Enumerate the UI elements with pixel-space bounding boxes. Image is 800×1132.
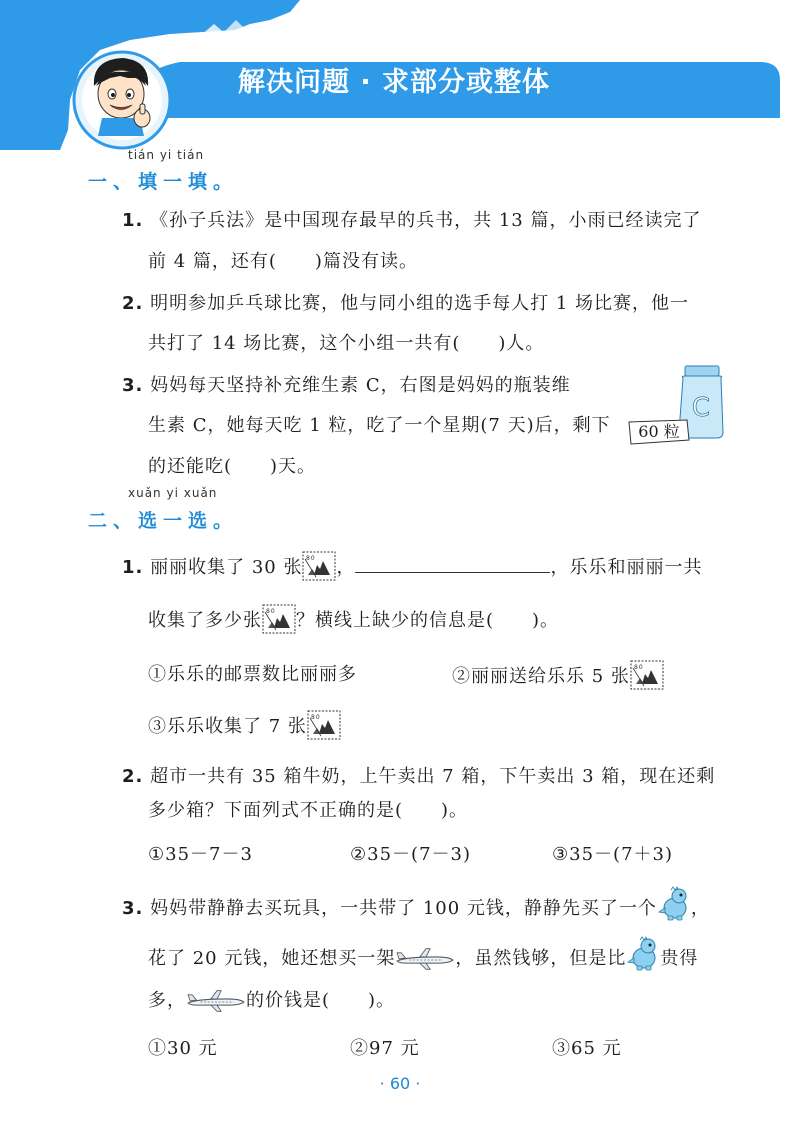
question-1-2-line1 xyxy=(122,289,689,315)
vitamin-bottle-icon xyxy=(625,362,735,446)
question-1-1-line1 xyxy=(122,206,701,232)
question-text: ？横线上缺少的信息是( )。 xyxy=(296,610,560,631)
option-2-1-1[interactable]: ①乐乐的邮票数比丽丽多 xyxy=(148,664,357,685)
header-banner xyxy=(0,0,800,150)
option-2-3-1[interactable]: ①30 元 xyxy=(148,1038,218,1059)
bottle-label: 60 粒 xyxy=(638,422,680,441)
svg-text:80: 80 xyxy=(633,664,644,671)
question-1-3-line3: 的还能吃( )天。 xyxy=(148,456,317,477)
question-number: 3. xyxy=(122,898,144,919)
page-title: 解决问题 · 求部分或整体 xyxy=(238,67,551,98)
section1-pinyin: tián yi tián xyxy=(128,148,205,162)
section2-pinyin: xuǎn yi xuǎn xyxy=(128,486,218,500)
question-number: 3. xyxy=(122,375,144,396)
question-text: ，虽然钱够，但是比 xyxy=(455,948,627,969)
question-text: 收集了多少张 xyxy=(148,610,262,631)
question-1-3-line2: 生素 C，她每天吃 1 粒，吃了一个星期(7 天)后，剩下 xyxy=(148,415,611,436)
airplane-toy-icon xyxy=(186,988,246,1014)
dinosaur-toy-icon xyxy=(657,886,691,922)
question-text: 的价钱是( )。 xyxy=(246,990,396,1011)
stamp-icon xyxy=(630,660,664,690)
question-text: 《孙子兵法》是中国现存最早的兵书，共 13 篇，小雨已经读完了 xyxy=(150,210,702,231)
question-text: 妈妈带静静去买玩具，一共带了 100 元钱，静静先买了一个 xyxy=(150,898,657,919)
page-number: · 60 · xyxy=(379,1074,421,1093)
question-text: ，乐乐和丽丽一共 xyxy=(550,557,703,578)
answer-blank-line[interactable] xyxy=(355,558,550,573)
option-2-2-1[interactable]: ①35－7－3 xyxy=(148,844,253,865)
question-2-2-line1 xyxy=(122,762,715,788)
option-2-1-3[interactable] xyxy=(148,710,341,740)
stamp-icon xyxy=(262,604,296,634)
option-2-2-3[interactable]: ③35－(7＋3) xyxy=(552,844,673,865)
question-1-1-line2: 前 4 篇，还有( )篇没有读。 xyxy=(148,251,418,272)
question-text: 多， xyxy=(148,990,186,1011)
question-2-1-line2 xyxy=(148,604,559,634)
question-text: 妈妈每天坚持补充维生素 C，右图是妈妈的瓶装维 xyxy=(150,375,571,396)
question-2-3-line3 xyxy=(148,986,395,1014)
question-number: 2. xyxy=(122,766,144,787)
svg-text:80: 80 xyxy=(266,608,276,615)
svg-text:80: 80 xyxy=(310,714,321,721)
question-number: 1. xyxy=(122,557,144,578)
section2-title: 二、选一选。 xyxy=(88,510,239,532)
airplane-toy-icon xyxy=(395,946,455,972)
option-text: ③乐乐收集了 7 张 xyxy=(148,716,307,737)
question-number: 1. xyxy=(122,210,144,231)
question-2-3-line2 xyxy=(148,936,698,972)
option-2-3-3[interactable]: ③65 元 xyxy=(552,1038,622,1059)
question-text: 花了 20 元钱，她还想买一架 xyxy=(148,948,396,969)
svg-text:80: 80 xyxy=(306,555,317,562)
stamp-icon xyxy=(307,710,341,740)
dinosaur-toy-icon xyxy=(626,936,660,972)
question-text: 贵得 xyxy=(660,948,699,969)
question-2-3-line1: 3. 妈妈带静静去买玩具，一共带了 100 元钱，静静先买了一个 ， xyxy=(122,886,710,922)
question-text: 丽丽收集了 30 张 xyxy=(150,557,303,578)
question-text: 明明参加乒乓球比赛，他与同小组的选手每人打 1 场比赛，他一 xyxy=(150,293,690,314)
bottle-letter: C xyxy=(691,393,711,423)
question-number: 2. xyxy=(122,293,144,314)
option-2-2-2[interactable]: ②35－(7－3) xyxy=(350,844,471,865)
question-1-2-line2: 共打了 14 场比赛，这个小组一共有( )人。 xyxy=(148,333,545,354)
question-1-3-line1 xyxy=(122,371,571,397)
question-text: 超市一共有 35 箱牛奶，上午卖出 7 箱，下午卖出 3 箱，现在还剩 xyxy=(150,766,716,787)
stamp-icon xyxy=(302,551,336,581)
question-2-1-line1: 1. 丽丽收集了 30 张 80 ， ，乐乐和丽丽一共 xyxy=(122,551,702,581)
option-text: ②丽丽送给乐乐 5 张 xyxy=(452,666,630,687)
section1-title: 一、填一填。 xyxy=(88,171,239,193)
boy-avatar xyxy=(84,56,160,136)
option-2-1-2[interactable] xyxy=(452,660,664,690)
option-2-3-2[interactable]: ②97 元 xyxy=(350,1038,420,1059)
question-2-2-line2: 多少箱？下面列式不正确的是( )。 xyxy=(148,800,469,821)
